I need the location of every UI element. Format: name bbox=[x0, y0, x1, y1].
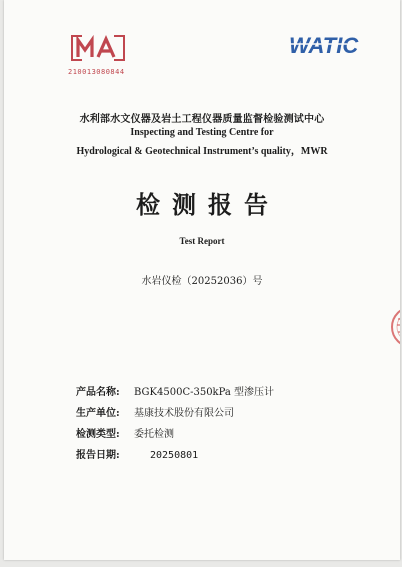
organization-name-en-line2: Hydrological & Geotechnical Instrument’s quality，MWR bbox=[76, 146, 328, 157]
field-label: 报告日期: bbox=[76, 450, 120, 461]
field-value: 基康技术股份有限公司 bbox=[134, 408, 234, 419]
organization-name-en-line1: Inspecting and Testing Centre for bbox=[130, 127, 274, 138]
field-value: 委托检测 bbox=[134, 429, 174, 440]
field-label: 产品名称: bbox=[76, 387, 120, 398]
field-value: BGK4500C-350kPa 型渗压计 bbox=[134, 387, 275, 398]
field-label: 检测类型: bbox=[76, 429, 120, 440]
ma-certificate-number: 210013080844 bbox=[68, 68, 125, 76]
report-title-cn: 检测报告 bbox=[136, 190, 280, 219]
field-product-name bbox=[76, 383, 274, 398]
report-number: 水岩仪检（20252036）号 bbox=[141, 276, 263, 287]
watic-logo-text: WATIC bbox=[289, 33, 359, 57]
field-manufacturer bbox=[76, 404, 234, 419]
organization-name-cn: 水利部水文仪器及岩土工程仪器质量监督检验测试中心 bbox=[79, 114, 325, 125]
ma-logo-icon bbox=[68, 33, 128, 63]
report-cover-page bbox=[4, 0, 400, 560]
watic-logo-icon bbox=[287, 33, 379, 57]
field-label: 生产单位: bbox=[76, 408, 120, 419]
field-report-date bbox=[76, 446, 198, 461]
report-title-en: Test Report bbox=[179, 236, 225, 246]
field-value: 20250801 bbox=[150, 450, 199, 461]
seal-icon bbox=[384, 305, 400, 349]
field-test-type bbox=[76, 425, 174, 440]
